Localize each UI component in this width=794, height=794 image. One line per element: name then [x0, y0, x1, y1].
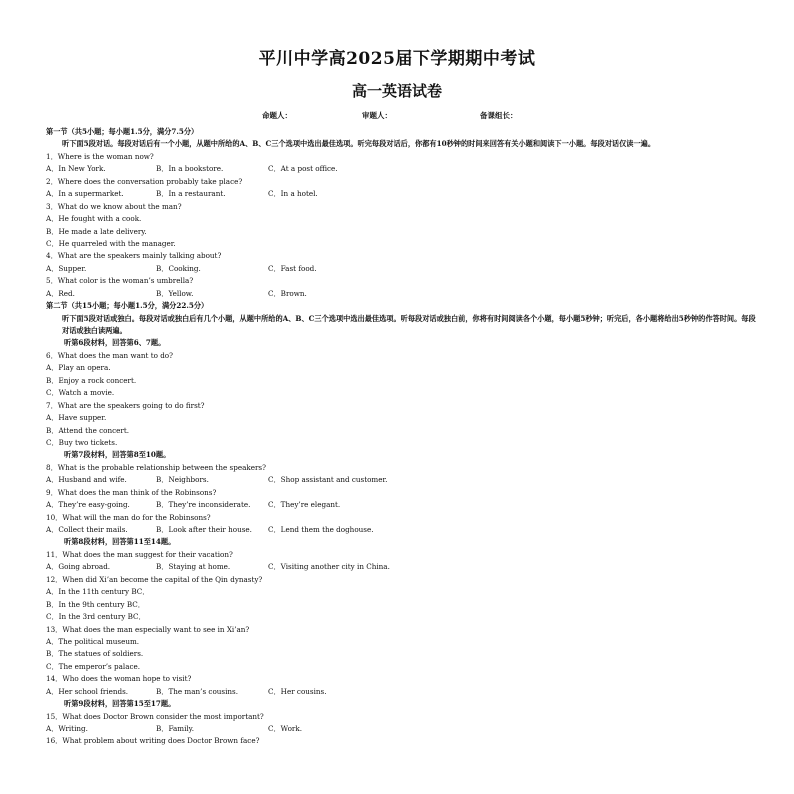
option-b: B．In the 9th century BC． [46, 599, 145, 609]
option-row [46, 263, 756, 275]
material-label: 听第8段材料，回答第11至14题。 [64, 537, 176, 547]
option-c: C．Shop assistant and customer. [268, 475, 388, 485]
question-text: 16．What problem about writing does Doctor Brown face? [46, 736, 260, 746]
option-row [46, 288, 756, 300]
option-a: A．Have supper. [46, 413, 107, 423]
option-b: B．In a restaurant. [156, 189, 226, 199]
question-text: 1．Where is the woman now? [46, 151, 154, 161]
option-a: A．Supper. [46, 263, 87, 273]
exam-title: 平川中学高2025届下学期期中考试 [258, 49, 536, 69]
option-row [46, 499, 756, 511]
option-b: B．Cooking. [156, 263, 201, 273]
question-text: 14．Who does the woman hope to visit? [46, 674, 192, 684]
option-a: A．The political museum. [46, 636, 140, 646]
section1-heading: 第一节（共5小题；每小题1.5分，满分7.5分） [46, 127, 199, 136]
material-label: 听第6段材料，回答第6、7题。 [64, 338, 166, 348]
question-text: 15．What does Doctor Brown consider the most important? [46, 711, 264, 721]
question-text: 11．What does the man suggest for their vacation? [46, 549, 233, 559]
option-b: B．In a bookstore. [156, 164, 224, 174]
option-a: A．Going abroad. [46, 562, 111, 572]
option-b: B．Staying at home. [156, 562, 231, 572]
option-a: A．Play an opera. [46, 363, 111, 373]
option-a: A．In the 11th century BC． [46, 587, 150, 597]
question-text: 8．What is the probable relationship between the speakers? [46, 462, 266, 472]
question-text: 2．Where does the conversation probably take place? [46, 176, 243, 186]
question-text: 12．When did Xi’an become the capital of the Qin dynasty? [46, 574, 263, 584]
option-c: C．Fast food. [268, 263, 317, 273]
question-text: 6．What does the man want to do? [46, 350, 173, 360]
option-c: C．He quarreled with the manager. [46, 238, 176, 248]
option-c: C．Her cousins. [268, 686, 327, 696]
option-a: A．In a supermarket. [46, 189, 124, 199]
option-b: B．Family. [156, 724, 195, 734]
question-text: 3．What do we know about the man? [46, 201, 182, 211]
option-row [46, 188, 756, 200]
option-row [46, 686, 756, 698]
option-b: B．Attend the concert. [46, 425, 130, 435]
option-row [46, 163, 756, 175]
option-c: C．Visiting another city in China. [268, 562, 390, 572]
section2-instructions: 听下面5段对话或独白。每段对话或独白后有几个小题，从题中所给的A、B、C三个选项中选出最佳选项。听每段对话或独白前，你将有时间阅读各个小题，每小题5秒钟；听完后，各小题将给出5秒钟的作答时间。每段对话或独白读两遍。 [62, 313, 756, 336]
option-row [46, 474, 756, 486]
option-c: C．Watch a movie. [46, 388, 115, 398]
option-b: B．Look after their house. [156, 525, 252, 535]
option-b: B．They’re inconsiderate. [156, 500, 251, 510]
option-a: A．Husband and wife. [46, 475, 127, 485]
author-roles [0, 110, 794, 122]
material-label: 听第7段材料，回答第8至10题。 [64, 450, 171, 460]
role-reviewer: 审题人： [362, 111, 392, 120]
section2-heading: 第二节（共15小题；每小题1.5分，满分22.5分） [46, 301, 209, 311]
option-c: C．Brown. [268, 288, 307, 298]
option-b: B．The man’s cousins. [156, 686, 238, 696]
option-c: C．In the 3rd century BC． [46, 612, 146, 622]
role-group-leader: 备课组长： [480, 111, 518, 120]
option-a: A．They’re easy-going. [46, 500, 130, 510]
option-b: B．Neighbors. [156, 475, 209, 485]
option-c: C．Lend them the doghouse. [268, 525, 374, 535]
option-b: B．Yellow. [156, 288, 194, 298]
question-text: 7．What are the speakers going to do first? [46, 400, 205, 410]
option-a: A．Collect their mails. [46, 525, 128, 535]
option-c: C．The emperor’s palace. [46, 661, 141, 671]
option-a: A．In New York. [46, 164, 106, 174]
question-text: 4．What are the speakers mainly talking about? [46, 251, 222, 261]
option-c: C．Work. [268, 724, 302, 734]
option-b: B．Enjoy a rock concert. [46, 375, 137, 385]
exam-subtitle: 高一英语试卷 [351, 82, 442, 100]
option-row [46, 524, 756, 536]
question-text: 9．What does the man think of the Robinsons? [46, 487, 217, 497]
option-b: B．He made a late delivery. [46, 226, 147, 236]
option-row [46, 561, 756, 573]
material-label: 听第9段材料，回答第15至17题。 [64, 699, 176, 709]
option-a: A．Writing. [46, 724, 88, 734]
option-c: C．Buy two tickets. [46, 437, 118, 447]
section1-instructions: 听下面5段对话。每段对话后有一个小题，从题中所给的A、B、C三个选项中选出最佳选项。听完每段对话后，你都有10秒钟的时间来回答有关小题和阅读下一小题。每段对话仅读一遍。 [62, 139, 656, 149]
option-b: B．The statues of soldiers. [46, 649, 144, 659]
option-a: A．Her school friends. [46, 686, 129, 696]
option-a: A．He fought with a cook. [46, 214, 142, 224]
question-text: 10．What will the man do for the Robinsons? [46, 512, 211, 522]
question-text: 13．What does the man especially want to see in Xi’an? [46, 624, 250, 634]
option-c: C．They’re elegant. [268, 500, 341, 510]
question-text: 5．What color is the woman’s umbrella? [46, 276, 194, 286]
option-a: A．Red. [46, 288, 75, 298]
exam-content [46, 126, 756, 748]
option-c: C．At a post office. [268, 164, 338, 174]
option-row [46, 723, 756, 735]
option-c: C．In a hotel. [268, 189, 318, 199]
role-setter: 命题人： [262, 111, 292, 120]
